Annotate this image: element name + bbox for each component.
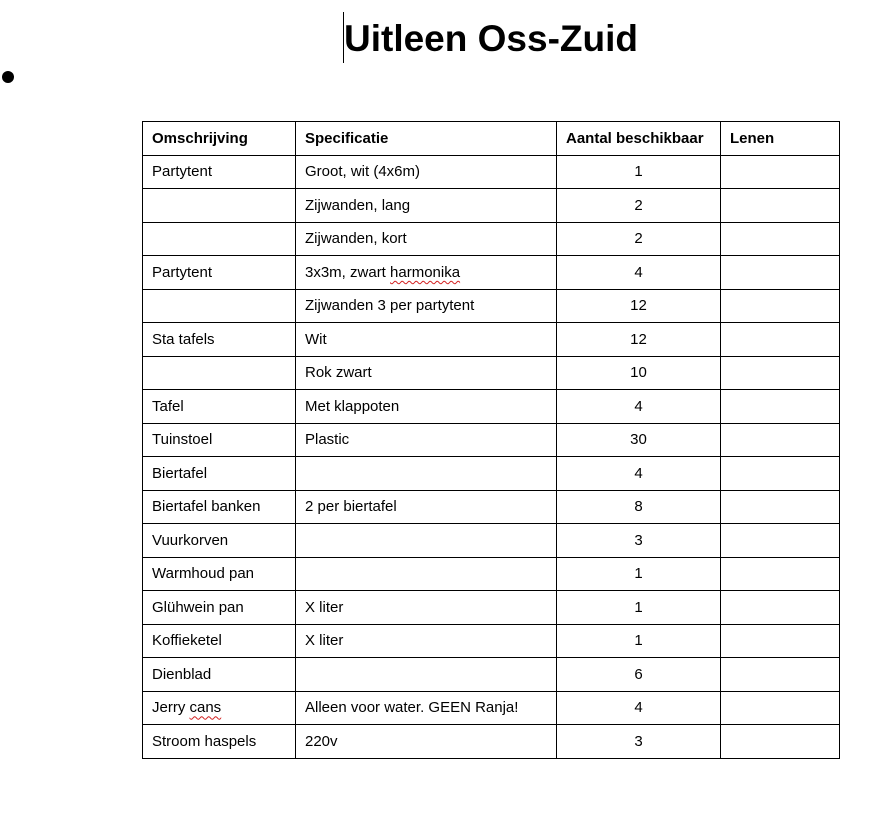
table-row (143, 356, 840, 390)
cell-lenen[interactable] (721, 189, 840, 223)
header-aantal-beschikbaar[interactable]: Aantal beschikbaar (557, 122, 721, 156)
cell-aantal[interactable]: 12 (557, 289, 721, 323)
omschrijving-text: Jerry (152, 699, 190, 717)
cell-specificatie[interactable]: Zijwanden, lang (296, 189, 557, 223)
cell-lenen[interactable] (721, 490, 840, 524)
cell-lenen[interactable] (721, 289, 840, 323)
cell-specificatie[interactable]: Alleen voor water. GEEN Ranja! (296, 691, 557, 725)
cell-aantal[interactable]: 1 (557, 624, 721, 658)
table-header-row (143, 122, 840, 156)
cell-omschrijving[interactable]: Tuinstoel (143, 423, 296, 457)
table-row (143, 323, 840, 357)
table-row (143, 390, 840, 424)
cell-lenen[interactable] (721, 725, 840, 759)
cell-lenen[interactable] (721, 356, 840, 390)
cell-omschrijving[interactable]: Tafel (143, 390, 296, 424)
document-title[interactable]: Uitleen Oss-Zuid (344, 18, 638, 59)
cell-lenen[interactable] (721, 423, 840, 457)
table-row (143, 289, 840, 323)
cell-aantal[interactable]: 4 (557, 457, 721, 491)
cell-specificatie[interactable]: X liter (296, 624, 557, 658)
cell-omschrijving[interactable] (143, 289, 296, 323)
list-bullet (2, 71, 14, 83)
cell-omschrijving[interactable]: Dienblad (143, 658, 296, 692)
cell-specificatie[interactable]: Rok zwart (296, 356, 557, 390)
spellcheck-flagged-word[interactable]: harmonika (390, 263, 461, 281)
cell-lenen[interactable] (721, 524, 840, 558)
header-lenen[interactable]: Lenen (721, 122, 840, 156)
cell-specificatie[interactable] (296, 524, 557, 558)
cell-specificatie[interactable] (296, 658, 557, 692)
cell-aantal[interactable]: 2 (557, 222, 721, 256)
cell-lenen[interactable] (721, 155, 840, 189)
cell-omschrijving[interactable]: Partytent (143, 155, 296, 189)
cell-aantal[interactable]: 4 (557, 390, 721, 424)
cell-lenen[interactable] (721, 591, 840, 625)
table-row (143, 423, 840, 457)
cell-specificatie[interactable]: Zijwanden 3 per partytent (296, 289, 557, 323)
cell-omschrijving[interactable] (143, 356, 296, 390)
cell-omschrijving[interactable]: Koffieketel (143, 624, 296, 658)
spellcheck-flagged-word[interactable]: cans (189, 699, 222, 717)
cell-aantal[interactable]: 12 (557, 323, 721, 357)
cell-aantal[interactable]: 4 (557, 256, 721, 290)
cell-omschrijving[interactable]: Biertafel (143, 457, 296, 491)
cell-omschrijving[interactable] (143, 691, 296, 725)
cell-lenen[interactable] (721, 390, 840, 424)
cell-aantal[interactable]: 1 (557, 557, 721, 591)
cell-omschrijving[interactable] (143, 189, 296, 223)
cell-specificatie[interactable]: Wit (296, 323, 557, 357)
cell-specificatie[interactable]: 2 per biertafel (296, 490, 557, 524)
cell-lenen[interactable] (721, 658, 840, 692)
cell-specificatie[interactable]: X liter (296, 591, 557, 625)
table-row (143, 691, 840, 725)
inventory-table (142, 121, 840, 759)
cell-aantal[interactable]: 10 (557, 356, 721, 390)
cell-aantal[interactable]: 2 (557, 189, 721, 223)
cell-omschrijving[interactable]: Biertafel banken (143, 490, 296, 524)
cell-specificatie[interactable]: Groot, wit (4x6m) (296, 155, 557, 189)
table-row (143, 189, 840, 223)
table-row (143, 524, 840, 558)
cell-specificatie[interactable] (296, 557, 557, 591)
table-row (143, 457, 840, 491)
cell-lenen[interactable] (721, 256, 840, 290)
cell-omschrijving[interactable]: Sta tafels (143, 323, 296, 357)
cell-aantal[interactable]: 6 (557, 658, 721, 692)
cell-specificatie[interactable] (296, 256, 557, 290)
cell-specificatie[interactable]: Met klappoten (296, 390, 557, 424)
cell-specificatie[interactable]: 220v (296, 725, 557, 759)
cell-omschrijving[interactable]: Warmhoud pan (143, 557, 296, 591)
table-row (143, 256, 840, 290)
cell-aantal[interactable]: 3 (557, 524, 721, 558)
cell-omschrijving[interactable]: Partytent (143, 256, 296, 290)
table-row (143, 658, 840, 692)
table-row (143, 624, 840, 658)
cell-specificatie[interactable]: Plastic (296, 423, 557, 457)
cell-lenen[interactable] (721, 557, 840, 591)
table-row (143, 222, 840, 256)
cell-lenen[interactable] (721, 691, 840, 725)
specificatie-text: 3x3m, zwart (305, 263, 391, 281)
cell-aantal[interactable]: 3 (557, 725, 721, 759)
cell-specificatie[interactable]: Zijwanden, kort (296, 222, 557, 256)
table-row (143, 557, 840, 591)
header-specificatie[interactable]: Specificatie (296, 122, 557, 156)
cell-aantal[interactable]: 1 (557, 155, 721, 189)
cell-omschrijving[interactable]: Stroom haspels (143, 725, 296, 759)
table-row (143, 725, 840, 759)
cell-omschrijving[interactable]: Glühwein pan (143, 591, 296, 625)
header-omschrijving[interactable]: Omschrijving (143, 122, 296, 156)
cell-lenen[interactable] (721, 624, 840, 658)
cell-aantal[interactable]: 1 (557, 591, 721, 625)
table-row (143, 490, 840, 524)
cell-specificatie[interactable] (296, 457, 557, 491)
cell-lenen[interactable] (721, 457, 840, 491)
cell-aantal[interactable]: 4 (557, 691, 721, 725)
cell-aantal[interactable]: 30 (557, 423, 721, 457)
cell-aantal[interactable]: 8 (557, 490, 721, 524)
table-row (143, 155, 840, 189)
cell-lenen[interactable] (721, 323, 840, 357)
table-row (143, 591, 840, 625)
cell-omschrijving[interactable]: Vuurkorven (143, 524, 296, 558)
cell-lenen[interactable] (721, 222, 840, 256)
cell-omschrijving[interactable] (143, 222, 296, 256)
